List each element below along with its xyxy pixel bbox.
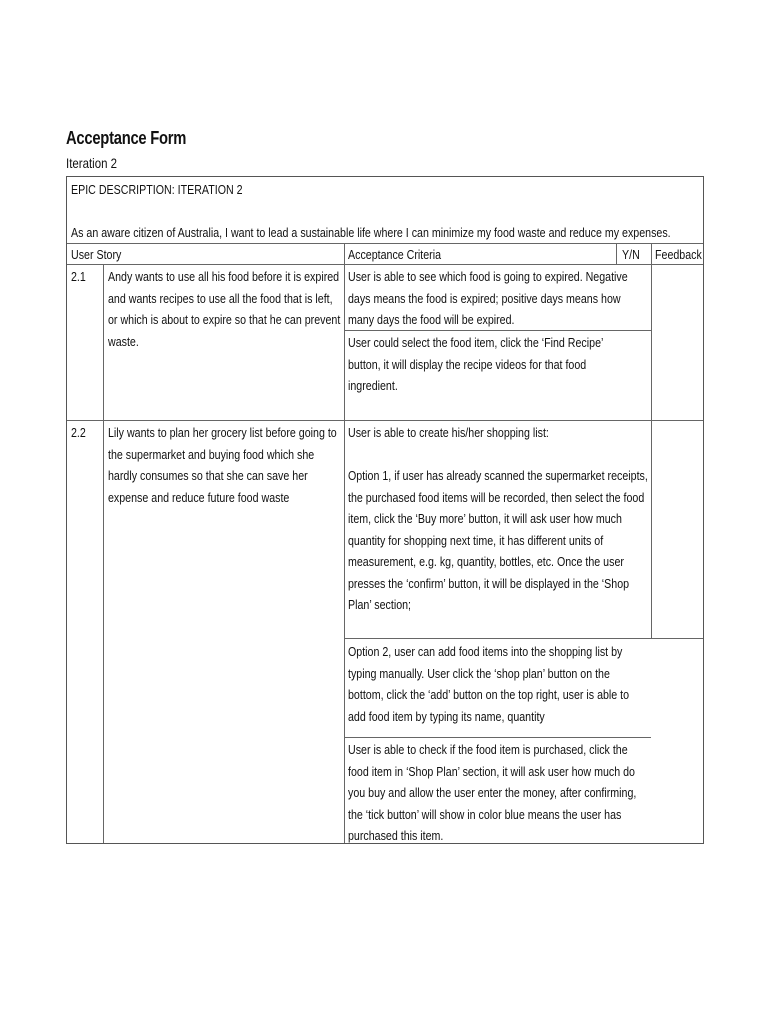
column-header-user-story: User Story	[71, 247, 122, 262]
acceptance-criterion: Option 1, if user has already scanned the supermarket receipts, the purchased food items will be recorded, then select the food item, click the ‘Buy more’ button, it will ask user how much quantity for shopping next time, it has different units of measurement, e.g. kg, quantity, bottles, etc. Once the user presses the ‘confirm’ button, it will be displayed in the ‘Shop Plan’ section;	[348, 468, 648, 612]
epic-description: As an aware citizen of Australia, I want to lead a sustainable life where I can minimize my food waste and reduce my expenses.	[71, 225, 671, 240]
acceptance-criterion: User is able to see which food is going to expired. Negative days means the food is expired; positive days means how many days the food will be expired.	[348, 269, 628, 327]
story-text: Lily wants to plan her grocery list before going to the supermarket and buying food which she hardly consumes so that she can save her expense and reduce future food waste	[108, 425, 337, 505]
epic-heading: EPIC DESCRIPTION: ITERATION 2	[71, 182, 243, 197]
story-text: Andy wants to use all his food before it is expired and wants recipes to use all the food that is left, or which is about to expire so that he can prevent waste.	[108, 269, 341, 349]
col-criteria-divider	[616, 243, 617, 264]
col-id-divider	[103, 264, 104, 843]
column-header-feedback: Feedback	[655, 247, 702, 262]
column-header-acceptance-criteria: Acceptance Criteria	[348, 247, 442, 262]
criteria-2-2-divider-b	[344, 737, 651, 738]
story-id: 2.2	[71, 425, 86, 440]
criteria-2-2-divider-a	[344, 638, 703, 639]
acceptance-table	[66, 176, 704, 844]
col-yn-divider	[651, 243, 652, 638]
form-title: Acceptance Form	[66, 128, 187, 148]
story-id: 2.1	[71, 269, 86, 284]
acceptance-criterion: User is able to check if the food item is purchased, click the food item in ‘Shop Plan’ section, it will ask user how much do you buy and allow the user enter the money, after confirming, the ‘tick button’ will show in color blue means the user has purchased this item.	[348, 742, 637, 843]
story-2-2-top-divider	[67, 420, 703, 421]
acceptance-criterion: Option 2, user can add food items into the shopping list by typing manually. User click the ‘shop plan’ button on the bottom, click the ‘add’ button on the top right, user is able to add food item by typing its name, quantity	[348, 644, 630, 724]
acceptance-criterion: User could select the food item, click the ‘Find Recipe’ button, it will display the recipe videos for that food ingredient.	[348, 335, 603, 393]
iteration-label: Iteration 2	[66, 155, 118, 171]
column-header-yn: Y/N	[622, 247, 640, 262]
acceptance-criterion: User is able to create his/her shopping list:	[348, 425, 549, 440]
col-story-divider	[344, 243, 345, 843]
